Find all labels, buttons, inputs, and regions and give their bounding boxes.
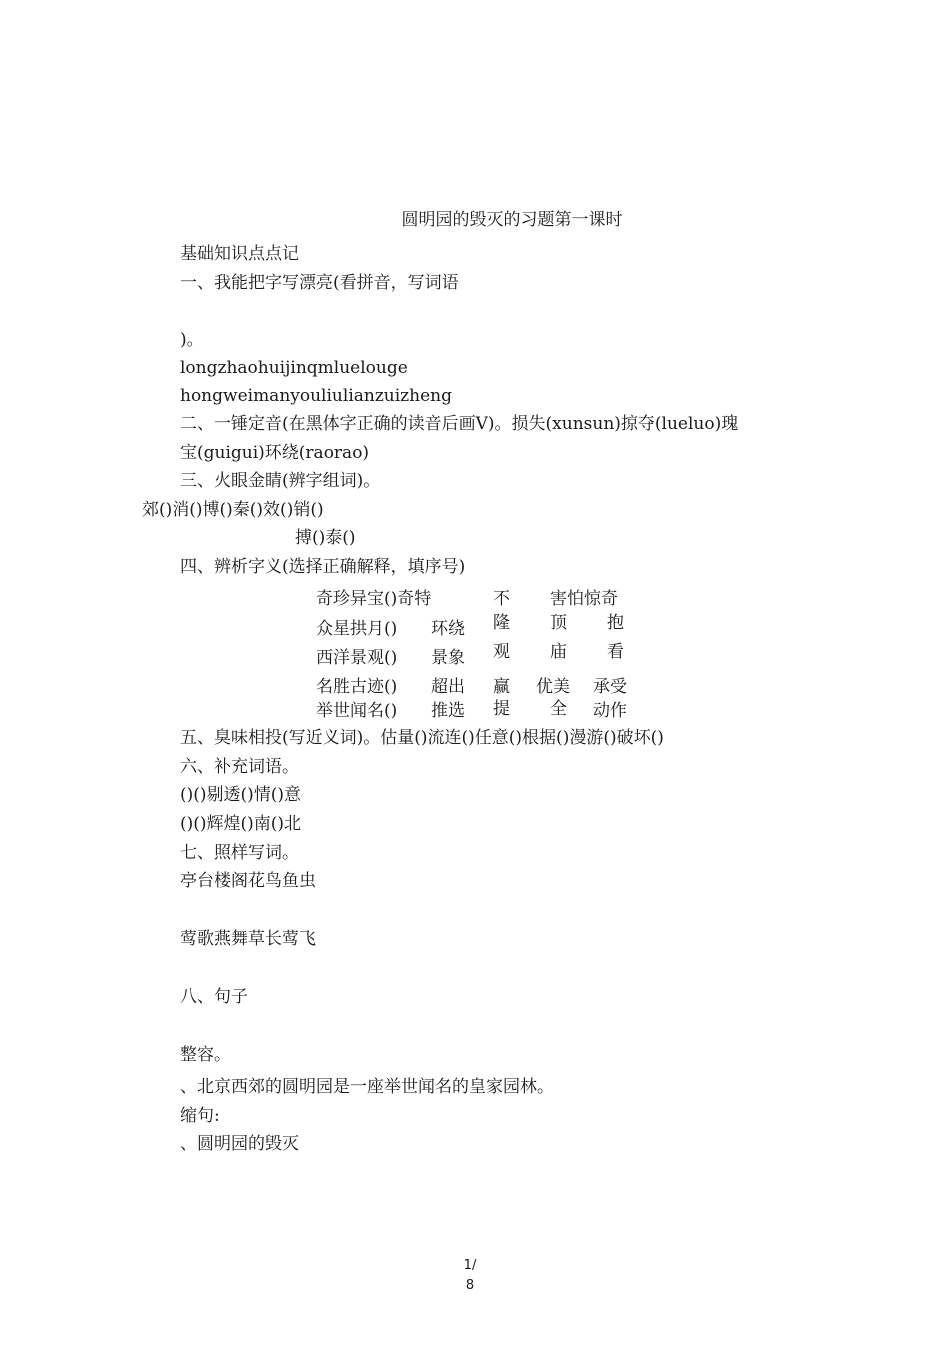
- table-cell: 环绕: [431, 619, 465, 639]
- table-cell: 全: [550, 699, 567, 719]
- question-8-sentence-1: 、北京西郊的圆明园是一座举世闻名的皇家园林。: [180, 1077, 554, 1097]
- table-cell: 名胜古迹(): [316, 677, 398, 697]
- table-cell: 景象: [431, 648, 465, 668]
- question-8-sentence-2: 、圆明园的毁灭: [180, 1134, 299, 1154]
- table-cell: 顶: [550, 613, 567, 631]
- question-3-chars-row-1: 郊()消()博()秦()效()销(): [142, 500, 324, 520]
- question-4: 四、辨析字义(选择正确解释，填序号): [180, 557, 466, 577]
- page-number-top: 1/: [463, 1258, 477, 1273]
- question-8-shorten: 缩句:: [180, 1106, 220, 1126]
- section-heading-basics: 基础知识点点记: [180, 244, 299, 264]
- pinyin-line-1: longzhaohuijinqmluelouge: [180, 358, 408, 378]
- table-cell: 赢: [493, 677, 510, 697]
- table-cell: 观: [493, 642, 510, 660]
- question-1-end: )。: [180, 330, 204, 350]
- question-2-cont: 宝(guigui)环绕(raorao): [180, 443, 370, 463]
- table-cell: 西洋景观(): [316, 648, 398, 668]
- table-cell: 动作: [593, 701, 627, 721]
- pinyin-line-2: hongweimanyouliulianzuizheng: [180, 386, 452, 406]
- page-number: [450, 1256, 490, 1296]
- question-2: 二、一锤定音(在黑体字正确的读音后画V)。损失(xunsun)掠夺(lueluo)瑰: [180, 414, 739, 434]
- table-cell: 隆: [493, 613, 510, 631]
- table-cell: 庙: [550, 642, 567, 660]
- question-6: 六、补充词语。: [180, 757, 299, 777]
- table-cell: 推选: [431, 701, 465, 721]
- table-cell: 承受: [593, 677, 627, 697]
- table-cell: 提: [493, 699, 510, 719]
- table-cell: 害怕惊奇: [550, 589, 618, 609]
- question-6-row-2: ()()辉煌()南()北: [180, 814, 302, 834]
- page-number-bottom: 8: [465, 1278, 475, 1293]
- question-7-example-1: 亭台楼阁花鸟鱼虫: [180, 871, 316, 891]
- table-cell: 众星拱月(): [316, 619, 398, 639]
- question-5: 五、臭味相投(写近义词)。估量()流连()任意()根据()漫游()破坏(): [180, 728, 664, 748]
- question-6-row-1: ()()剔透()情()意: [180, 785, 302, 805]
- table-cell: 看: [607, 642, 624, 660]
- question-8: 八、句子: [180, 987, 248, 1007]
- table-cell: 举世闻名(): [316, 701, 398, 721]
- question-8-sub: 整容。: [180, 1045, 231, 1065]
- question-3: 三、火眼金睛(辨字组词)。: [180, 471, 381, 491]
- table-cell: 抱: [607, 613, 624, 631]
- question-7: 七、照样写词。: [180, 843, 299, 863]
- table-cell: 优美: [536, 677, 570, 697]
- question-3-chars-row-2: 搏()泰(): [295, 528, 356, 548]
- question-1: 一、我能把字写漂亮(看拼音，写词语: [180, 273, 459, 293]
- question-7-example-2: 莺歌燕舞草长莺飞: [180, 929, 316, 949]
- table-cell: 不: [493, 589, 510, 609]
- page-title: 圆明园的毁灭的习题第一课时: [401, 210, 623, 230]
- table-cell: 奇珍异宝()奇特: [316, 589, 432, 609]
- table-cell: 超出: [431, 677, 465, 697]
